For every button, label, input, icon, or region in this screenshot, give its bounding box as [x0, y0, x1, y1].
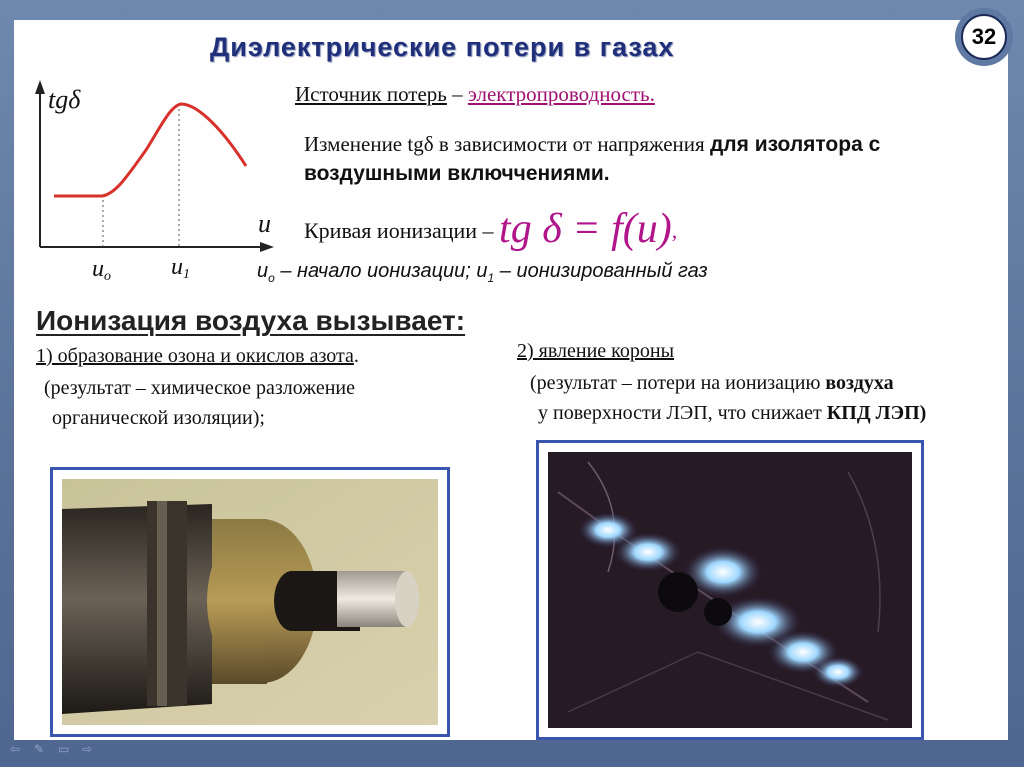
x-axis-label: u	[258, 209, 271, 238]
page-number-badge	[955, 8, 1013, 66]
section-heading: Ионизация воздуха вызывает:	[36, 305, 466, 336]
menu-icon[interactable]: ▭	[58, 742, 70, 756]
corona-photo	[548, 452, 912, 728]
corona-photo-frame	[536, 440, 924, 740]
cable-photo-frame	[50, 467, 450, 737]
cable-photo	[62, 479, 438, 725]
ionization-curve	[54, 104, 246, 196]
effect-1-title: 1) образование озона и окислов азота.	[36, 345, 359, 367]
tg-delta-graph	[28, 80, 278, 285]
effect-2-result: (результат – потери на ионизацию воздуха у поверхности ЛЭП, что снижает КПД ЛЭП)	[530, 372, 927, 424]
pencil-icon[interactable]: ✎	[34, 742, 45, 756]
slide-title: Диэлектрические потери в газах	[210, 32, 675, 62]
graph-legend: $u_о$ – начало ионизации; $u_1$ – ионизированный газ	[257, 260, 708, 285]
ionization-curve-line: Кривая ионизации – tg δ = f(u),	[304, 206, 678, 252]
arrow-right-icon[interactable]: ⇨	[82, 742, 93, 756]
effect-2-title: 2) явление короны	[517, 340, 675, 362]
loss-source-line: Источник потерь – электропроводность.	[295, 82, 655, 106]
slide-navigation	[10, 743, 100, 755]
tg-change-description: Изменение tgδ в зависимости от напряжения для изолятора с воздушными включчениями.	[304, 132, 881, 185]
ionization-formula: tg δ = f(u)	[499, 206, 672, 252]
page-number: 32	[961, 14, 1007, 60]
loss-source-value: электропроводность.	[467, 82, 655, 106]
y-axis-label: tgδ	[48, 85, 81, 114]
arrow-left-icon[interactable]: ⇦	[10, 742, 21, 756]
tick-u0: uо	[92, 256, 111, 284]
effect-1-result: (результат – химическое разложение органической изоляции);	[44, 377, 355, 429]
tick-u1: u1	[171, 254, 190, 282]
